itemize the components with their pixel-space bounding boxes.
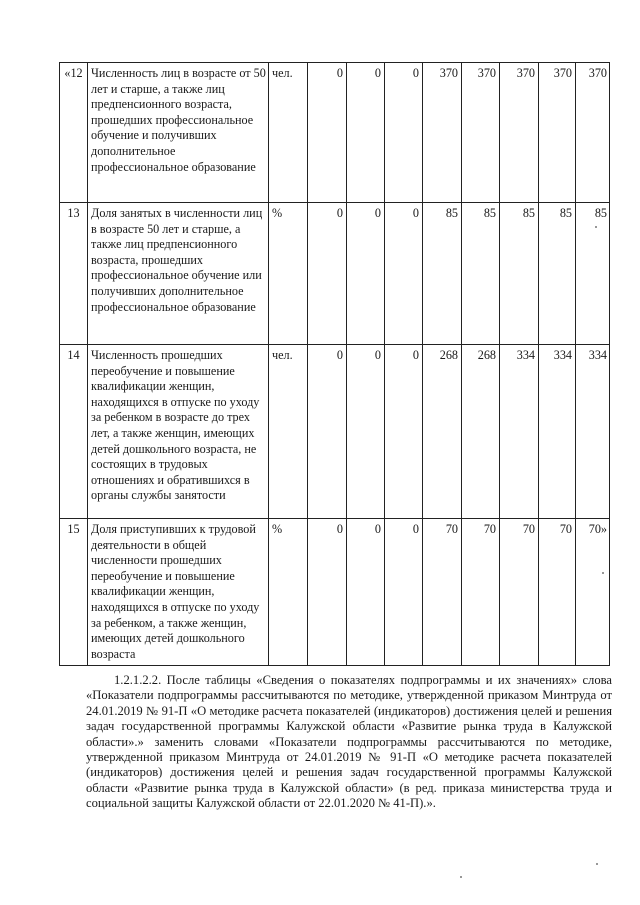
value-cell: 70 bbox=[500, 519, 539, 666]
amendment-text: 1.2.1.2.2. После таблицы «Сведения о показателях подпрограммы и их значениях» слова «Показатели подпрограммы рассчитываются по методике, утвержденной приказом Минтруда от 24.01.2019 № 91-П «О методике расчета показателей (индикаторов) достижения целей и решения задач государственной программы Калужской области «Развитие рынка труда в Калужской области».» заменить словами «Показатели подпрограммы рассчитываются по методике, утвержденной приказом Минтруда от 24.01.2019 № 91-П «О методике расчета показателей (индикаторов) достижения целей и решения задач государственной программы Калужской области «Развитие рынка труда в Калужской области» (в ред. приказа министерства труда и социальной защиты Калужской области от 22.01.2020 № 41-П).». bbox=[86, 673, 612, 811]
value-cell: 85 bbox=[500, 203, 539, 345]
value-cell: 70 bbox=[462, 519, 500, 666]
row-number: 15 bbox=[60, 519, 88, 666]
value-cell: 370 bbox=[462, 63, 500, 203]
value-cell: 0 bbox=[385, 519, 423, 666]
value-cell: 0 bbox=[347, 203, 385, 345]
unit-cell: чел. bbox=[269, 63, 308, 203]
indicators-table bbox=[59, 62, 610, 666]
value-cell: 370 bbox=[423, 63, 462, 203]
value-cell: 85 bbox=[576, 203, 610, 345]
table-row bbox=[60, 519, 610, 666]
table-row bbox=[60, 203, 610, 345]
value-cell: 0 bbox=[308, 203, 347, 345]
row-number: 14 bbox=[60, 345, 88, 519]
value-cell: 85 bbox=[462, 203, 500, 345]
value-cell: 0 bbox=[308, 63, 347, 203]
indicator-name: Численность прошедших переобучение и повышение квалификации женщин, находящихся в отпуске по уходу за ребенком в возрасте до трех лет, а также женщин, имеющих детей дошкольного возраста, не состоящих в трудовых отношениях и обратившихся в органы службы занятости bbox=[88, 345, 269, 519]
table-row bbox=[60, 63, 610, 203]
value-cell: 0 bbox=[385, 63, 423, 203]
value-cell: 0 bbox=[308, 345, 347, 519]
value-cell: 0 bbox=[347, 345, 385, 519]
row-number: «12 bbox=[60, 63, 88, 203]
unit-cell: % bbox=[269, 203, 308, 345]
amendment-paragraph bbox=[86, 673, 612, 812]
scan-speck bbox=[595, 226, 597, 228]
value-cell: 370 bbox=[500, 63, 539, 203]
value-cell: 268 bbox=[423, 345, 462, 519]
table-row bbox=[60, 345, 610, 519]
value-cell: 0 bbox=[347, 519, 385, 666]
indicator-name: Численность лиц в возрасте от 50 лет и старше, а также лиц предпенсионного возраста, прошедших профессиональное обучение и получивших дополнительное профессиональное образование bbox=[88, 63, 269, 203]
value-cell: 0 bbox=[385, 203, 423, 345]
value-cell: 70 bbox=[539, 519, 576, 666]
value-cell: 334 bbox=[539, 345, 576, 519]
value-cell: 85 bbox=[539, 203, 576, 345]
scan-speck bbox=[596, 863, 598, 865]
value-cell: 370 bbox=[539, 63, 576, 203]
value-cell: 0 bbox=[308, 519, 347, 666]
value-cell: 334 bbox=[576, 345, 610, 519]
scan-speck bbox=[460, 876, 462, 878]
value-cell: 268 bbox=[462, 345, 500, 519]
value-cell: 85 bbox=[423, 203, 462, 345]
unit-cell: % bbox=[269, 519, 308, 666]
value-cell: 370 bbox=[576, 63, 610, 203]
scan-speck bbox=[602, 572, 604, 574]
indicator-name: Доля приступивших к трудовой деятельности в общей численности прошедших переобучение и повышение квалификации женщин, находящихся в отпуске по уходу за ребенком, а также женщин, имеющих детей дошкольного возраста bbox=[88, 519, 269, 666]
value-cell: 70» bbox=[576, 519, 610, 666]
value-cell: 0 bbox=[385, 345, 423, 519]
value-cell: 0 bbox=[347, 63, 385, 203]
value-cell: 334 bbox=[500, 345, 539, 519]
value-cell: 70 bbox=[423, 519, 462, 666]
indicator-name: Доля занятых в численности лиц в возрасте 50 лет и старше, а также лиц предпенсионного возраста, прошедших профессиональное обучение или получивших дополнительное профессиональное образование bbox=[88, 203, 269, 345]
row-number: 13 bbox=[60, 203, 88, 345]
unit-cell: чел. bbox=[269, 345, 308, 519]
